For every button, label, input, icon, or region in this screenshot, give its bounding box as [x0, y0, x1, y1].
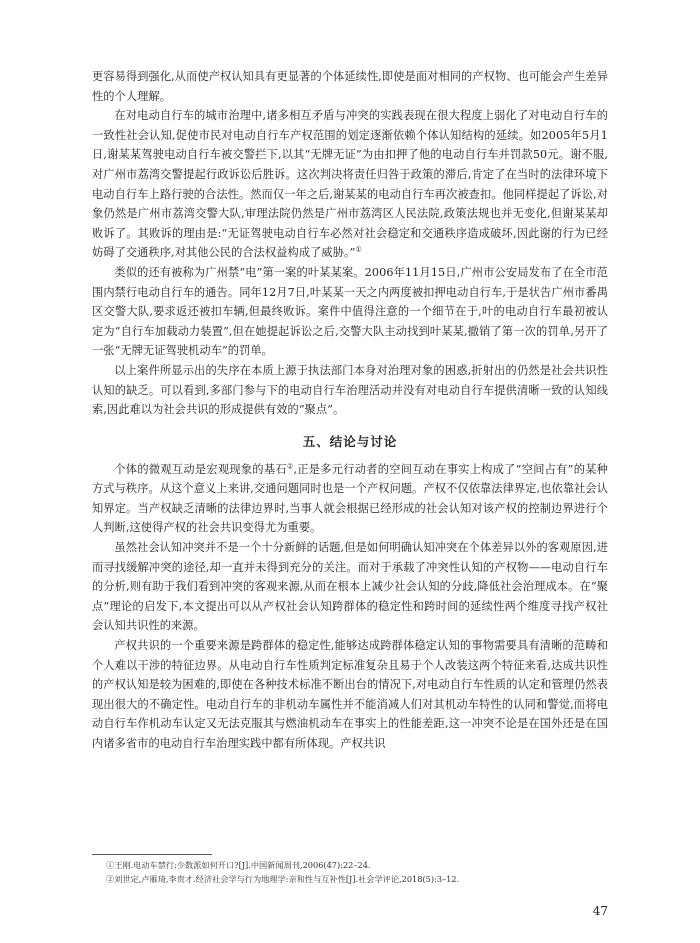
footnote-1: ①王刚.电动车禁行:少数派如何开口?[J].中国新闻周刊,2006(47):22–24. [106, 860, 371, 870]
footnote-divider [92, 854, 212, 855]
paragraph-2: 在对电动自行车的城市治理中,诸多相互矛盾与冲突的实践表现在很大程度上弱化了对电动自行车的一致性社会认知,促使市民对电动自行车产权范围的划定逐渐依赖个体认知结构的延续。如2005年5月1日,谢某某驾驶电动自行车被交警拦下,以其“无牌无证”为由扣押了他的电动自行车并罚款50元。谢不服,对广州市荔湾交警提起行政诉讼后胜诉。这次判决将责任归咎于政策的滞后,肯定了在当时的法律环境下电动自行车上路行驶的合法性。然而仅一年之后,谢某某的电动自行车再次被查扣。他同样提起了诉讼,对象仍然是广州市荔湾交警大队,审理法院仍然是广州市荔湾区人民法院,政策法规也并无变化,但谢某某却败诉了。其败诉的理由是:“无证驾驶电动自行车必然对社会稳定和交通秩序造成破坏,因此谢的行为已经妨碍了交通秩序,对其他公民的合法权益构成了威胁。”① [92, 109, 608, 260]
paragraph-4: 以上案件所显示出的失序在本质上源于执法部门本身对治理对象的困惑,折射出的仍然是社会共识性认知的缺乏。可以看到,多部门参与下的电动自行车治理活动并没有对电动自行车提供清晰一致的认知线索,因此难以为社会共识的形成提供有效的“聚点”。 [92, 363, 608, 417]
paragraph-3: 类似的还有被称为广州禁“电”第一案的叶某某案。2006年11月15日,广州市公安局发布了在全市范围内禁行电动自行车的通告。同年12月7日,叶某某一天之内两度被扣押电动自行车,于是状告广州市番禺区交警大队,要求返还被扣车辆,但最终败诉。案件中值得注意的一个细节在于,叶的电动自行车最初被认定为“自行车加载动力装置”,但在她提起诉讼之后,交警大队主动找到叶某某,撤销了第一次的罚单,另开了一张“无牌无证驾驶机动车”的罚单。 [92, 265, 608, 358]
footnote-ref-1[interactable]: ① [355, 245, 362, 254]
footnote-ref-2[interactable]: ② [286, 461, 294, 470]
footnotes [92, 854, 608, 887]
footnote-2: ②刘世定,卢雁琦,李贵才.经济社会学与行为地理学:亲和性与互补性[J].社会学评论,2018(5):3–12. [106, 874, 460, 884]
page-number: 47 [592, 904, 608, 918]
section-heading: 五、结论与讨论 [302, 433, 398, 449]
paragraph-6: 虽然社会认知冲突并不是一个十分新鲜的话题,但是如何明确认知冲突在个体差异以外的客观原因,进而寻找缓解冲突的途径,却一直并未得到充分的关注。而对于承载了冲突性认知的产权物——电动自行车的分析,则有助于我们看到冲突的客观来源,从而在根本上减少社会认知的分歧,降低社会治理成本。在“聚点”理论的启发下,本文提出可以从产权社会认知跨群体的稳定性和跨时间的延续性两个维度寻找产权社会认知共识性的来源。 [92, 541, 608, 633]
paragraph-5: 个体的微观互动是宏观现象的基石②,正是多元行动者的空间互动在事实上构成了“空间占有”的某种方式与秩序。从这个意义上来讲,交通问题同时也是一个产权问题。产权不仅依靠法律界定,也依靠社会认知界定。当产权缺乏清晰的法律边界时,当事人就会根据已经形成的社会认知对该产权的控制边界进行个人判断,这使得产权的社会共识变得尤为重要。 [92, 461, 608, 535]
paragraph-1: 更容易得到强化,从而使产权认知具有更显著的个体延续性,即使是面对相同的产权物、也可能会产生差异性的个人理解。 [92, 70, 608, 103]
paragraph-7: 产权共识的一个重要来源是跨群体的稳定性,能够达成跨群体稳定认知的事物需要具有清晰的范畴和个人难以干涉的特征边界。从电动自行车性质判定标准复杂且易于个人改装这两个特征来看,达成共识性的产权认知是较为困难的,即使在各种技术标准不断出台的情况下,对电动自行车性质的认定和管理仍然表现出很大的不确定性。电动自行车的非机动车属性并不能消减人们对其机动车特性的认同和警觉,而将电动自行车作机动车认定又无法克服其与燃油机动车在事实上的性能差距,这一冲突不论是在国外还是在国内诸多省市的电动自行车治理实践中都有所体现。产权共识 [92, 639, 608, 750]
body-text [92, 67, 608, 754]
